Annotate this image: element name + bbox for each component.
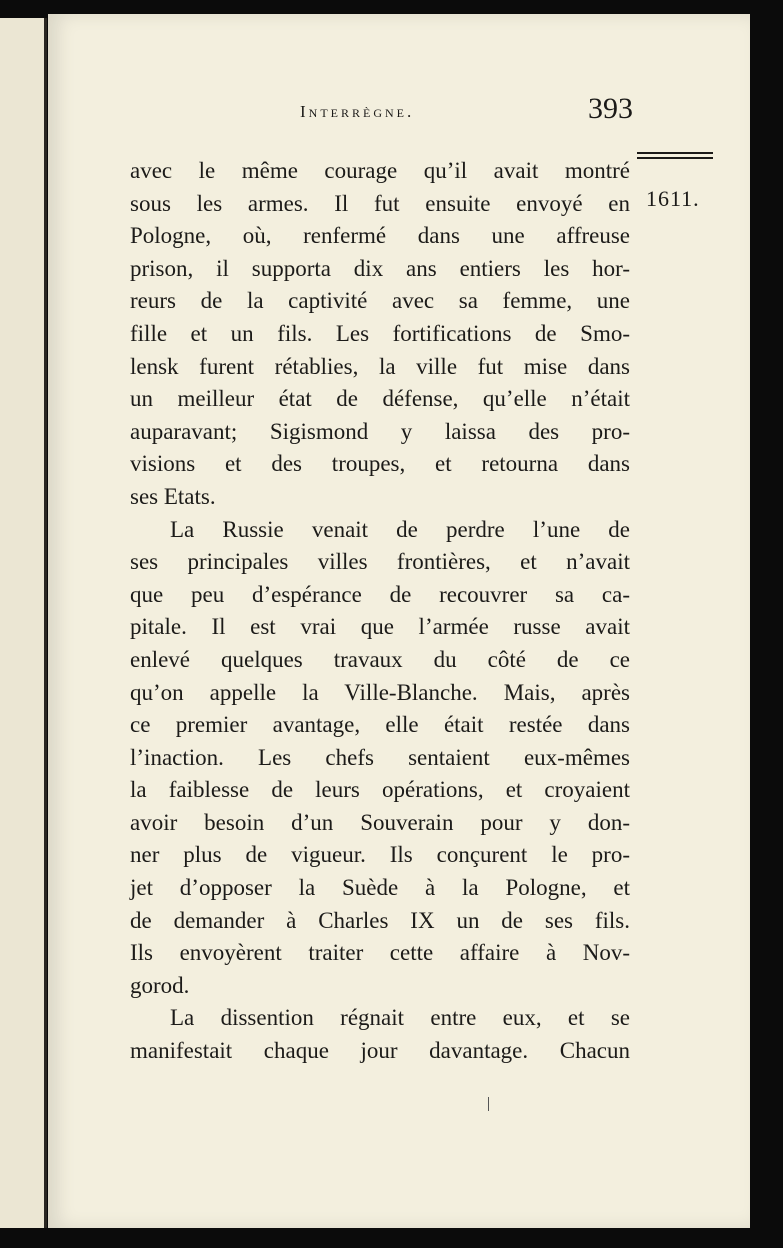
text-line: ses principales villes frontières, et n’avait bbox=[130, 549, 630, 575]
text-line: de demander à Charles IX un de ses fils. bbox=[130, 907, 630, 933]
margin-double-rule bbox=[637, 152, 713, 159]
text-line: jet d’opposer la Suède à la Pologne, et bbox=[130, 875, 630, 901]
text-line: La Russie venait de perdre l’une de bbox=[170, 516, 630, 542]
text-line: qu’on appelle la Ville-Blanche. Mais, après bbox=[130, 679, 630, 705]
text-line: Ils envoyèrent traiter cette affaire à Nov- bbox=[130, 940, 630, 966]
text-line: ner plus de vigueur. Ils conçurent le pro- bbox=[130, 842, 630, 868]
text-line: un meilleur état de défense, qu’elle n’était bbox=[130, 386, 630, 412]
text-line: prison, il supporta dix ans entiers les hor- bbox=[130, 255, 630, 281]
text-line: pitale. Il est vrai que l’armée russe avait bbox=[130, 614, 630, 640]
text-line: avec le même courage qu’il avait montré bbox=[130, 158, 630, 183]
text-line: fille et un fils. Les fortifications de Smo- bbox=[130, 320, 630, 346]
facing-page-edge bbox=[0, 18, 47, 1228]
book-page bbox=[48, 14, 750, 1228]
text-line: lensk furent rétablies, la ville fut mise dans bbox=[130, 353, 630, 379]
text-line: ses Etats. bbox=[130, 483, 216, 509]
text-line: manifestait chaque jour davantage. Chacun bbox=[130, 1038, 630, 1064]
text-line: visions et des troupes, et retourna dans bbox=[130, 451, 630, 477]
text-line: ce premier avantage, elle était restée dans bbox=[130, 712, 630, 738]
margin-year-note: 1611. bbox=[646, 186, 700, 211]
page-number: 393 bbox=[588, 92, 633, 125]
stray-mark bbox=[488, 1097, 489, 1111]
body-text bbox=[130, 155, 630, 1068]
text-line: reurs de la captivité avec sa femme, une bbox=[130, 288, 630, 314]
running-title: Interrègne. bbox=[300, 102, 415, 121]
page-header bbox=[48, 92, 750, 132]
text-line: l’inaction. Les chefs sentaient eux-mêmes bbox=[130, 744, 630, 770]
text-line: avoir besoin d’un Souverain pour y don- bbox=[130, 809, 630, 835]
text-line: sous les armes. Il fut ensuite envoyé en bbox=[130, 190, 630, 216]
text-line: que peu d’espérance de recouvrer sa ca- bbox=[130, 581, 630, 607]
text-line: Pologne, où, renfermé dans une affreuse bbox=[130, 223, 630, 249]
text-line: gorod. bbox=[130, 972, 190, 998]
text-line: la faiblesse de leurs opérations, et croyaient bbox=[130, 777, 630, 803]
text-line: La dissention régnait entre eux, et se bbox=[170, 1005, 630, 1031]
text-line: enlevé quelques travaux du côté de ce bbox=[130, 646, 630, 672]
text-line: auparavant; Sigismond y laissa des pro- bbox=[130, 418, 630, 444]
